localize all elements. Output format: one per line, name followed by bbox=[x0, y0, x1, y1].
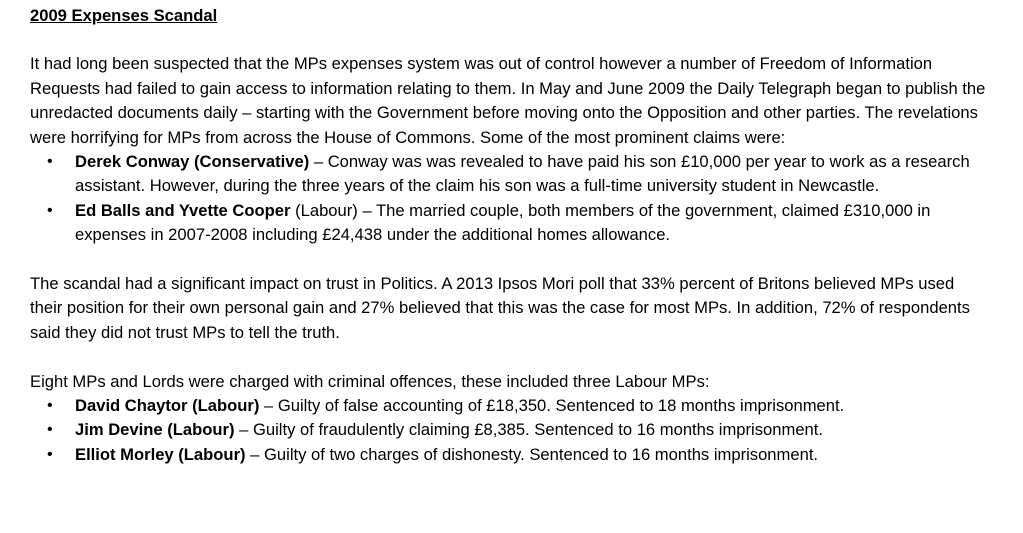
bullet-icon: • bbox=[47, 397, 53, 415]
list-item bbox=[47, 150, 990, 199]
charged-name: Elliot Morley (Labour) bbox=[75, 444, 246, 464]
charges-intro: Eight MPs and Lords were charged with criminal offences, these included three Labour MPs: bbox=[30, 371, 710, 391]
spacer bbox=[30, 28, 990, 52]
list-item bbox=[47, 418, 990, 442]
bullet-icon: • bbox=[47, 421, 53, 439]
list-item bbox=[47, 199, 990, 248]
claim-name: Derek Conway (Conservative) bbox=[75, 152, 310, 172]
claim-text: – The married couple, both members of the government, claimed £310,000 in expenses in 2007-2008 including £24,438 under the additional homes allowance. bbox=[75, 200, 931, 245]
bullet-icon: • bbox=[47, 201, 53, 219]
charged-text: – Guilty of fraudulently claiming £8,385. Sentenced to 16 months imprisonment. bbox=[234, 420, 823, 440]
document-title: 2009 Expenses Scandal bbox=[30, 6, 218, 25]
document-page bbox=[30, 0, 990, 467]
charged-list bbox=[30, 394, 990, 467]
charged-text: – Guilty of false accounting of £18,350. Sentenced to 18 months imprisonment. bbox=[259, 396, 845, 416]
bullet-icon: • bbox=[47, 153, 53, 171]
spacer bbox=[30, 345, 990, 369]
bullet-icon: • bbox=[47, 445, 53, 463]
spacer bbox=[30, 248, 990, 272]
claim-party: (Labour) bbox=[290, 200, 358, 220]
charged-text: – Guilty of two charges of dishonesty. Sentenced to 16 months imprisonment. bbox=[245, 444, 819, 464]
claim-name: Ed Balls and Yvette Cooper bbox=[75, 200, 291, 220]
claim-text: – Conway was was revealed to have paid his son £10,000 per year to work as a research assistant. However, during the three years of the claim his son was a full-time university student in Newcastle. bbox=[75, 152, 970, 196]
list-item bbox=[47, 443, 990, 467]
claims-list bbox=[30, 150, 990, 248]
list-item bbox=[47, 394, 990, 418]
trust-paragraph: The scandal had a significant impact on trust in Politics. A 2013 Ipsos Mori poll that 33% percent of Britons believed MPs used their position for their own personal gain and 27% believed that this was the case for most MPs. In addition, 72% of respondents said they did not trust MPs to tell the truth. bbox=[30, 274, 970, 342]
charged-name: David Chaytor (Labour) bbox=[75, 396, 260, 416]
intro-paragraph: It had long been suspected that the MPs expenses system was out of control however a number of Freedom of Information Requests had failed to gain access to information relating to them. In May and June 2009 the Daily Telegraph began to publish the unredacted documents daily – starting with the Government before moving onto the Opposition and other parties. The revelations were horrifying for MPs from across the House of Commons. Some of the most prominent claims were: bbox=[30, 54, 986, 147]
charged-name: Jim Devine (Labour) bbox=[75, 420, 235, 440]
